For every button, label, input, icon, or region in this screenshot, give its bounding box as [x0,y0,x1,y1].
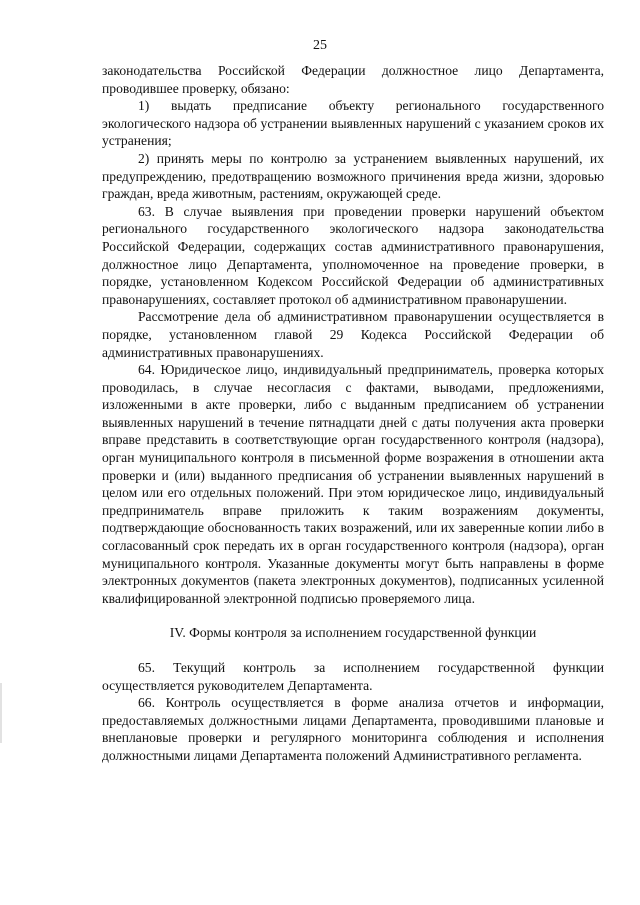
paragraph-63: 63. В случае выявления при проведении проверки нарушений объектом регионального государственного экологического надзора законодательства Российской Федерации, содержащих состав административного правонарушения, должностное лицо Департамента, уполномоченное на проведение проверки, в порядке, установленном Кодексом Российской Федерации об административных правонарушениях, составляет протокол об административном правонарушении. [102,203,604,307]
section-heading: IV. Формы контроля за исполнением государственной функции [169,625,537,641]
paragraph-63-review: Рассмотрение дела об административном правонарушении осуществляется в порядке, установленном главой 29 Кодекса Российской Федерации об административных правонарушениях. [102,309,604,360]
paragraph-item-2: 2) принять меры по контролю за устранением выявленных нарушений, их предупреждению, предотвращению возможного причинения вреда жизни, здоровью граждан, вреда животным, растениям, окружающей среде. [102,150,604,202]
paragraph-65: 65. Текущий контроль за исполнением государственной функции осуществляется руководителем Департамента. [102,660,604,693]
paragraph-continuation: законодательства Российской Федерации должностное лицо Департамента, проводившее проверку, обязано: [102,63,604,96]
paragraph-64: 64. Юридическое лицо, индивидуальный предприниматель, проверка которых проводилась, в случае несогласия с фактами, выводами, предложениями, изложенными в акте проверки, либо с выданным предписанием об устранении выявленных нарушений в течение пятнадцати дней с даты получения акта проверки вправе представить в соответствующие орган государственного контроля (надзора), орган муниципального контроля в письменной форме возражения в отношении акта проверки и (или) выданного предписания об устранении выявленных нарушений в целом или его отдельных положений. При этом юридическое лицо, индивидуальный предприниматель вправе приложить к таким возражениям документы, подтверждающие обоснованность таких возражений, или их заверенные копии либо в согласованный срок передать их в орган государственного контроля (надзора), орган муниципального контроля. Указанные документы могут быть направлены в форме электронных документов (пакета электронных документов), подписанных усиленной квалифицированной электронной подписью проверяемого лица. [102,362,604,606]
page-number: 25 [313,38,327,53]
paragraph-66: 66. Контроль осуществляется в форме анализа отчетов и информации, предоставляемых должностными лицами Департамента, проводившими плановые и внеплановые проверки и регулярного мониторинга соблюдения и исполнения должностными лицами Департамента положений Административного регламента. [102,695,604,763]
document-body [102,62,604,765]
paragraph-item-1: 1) выдать предписание объекту регионального государственного экологического надзора об устранении выявленных нарушений с указанием сроков их устранения; [102,98,604,149]
scan-edge-mark [0,683,2,743]
